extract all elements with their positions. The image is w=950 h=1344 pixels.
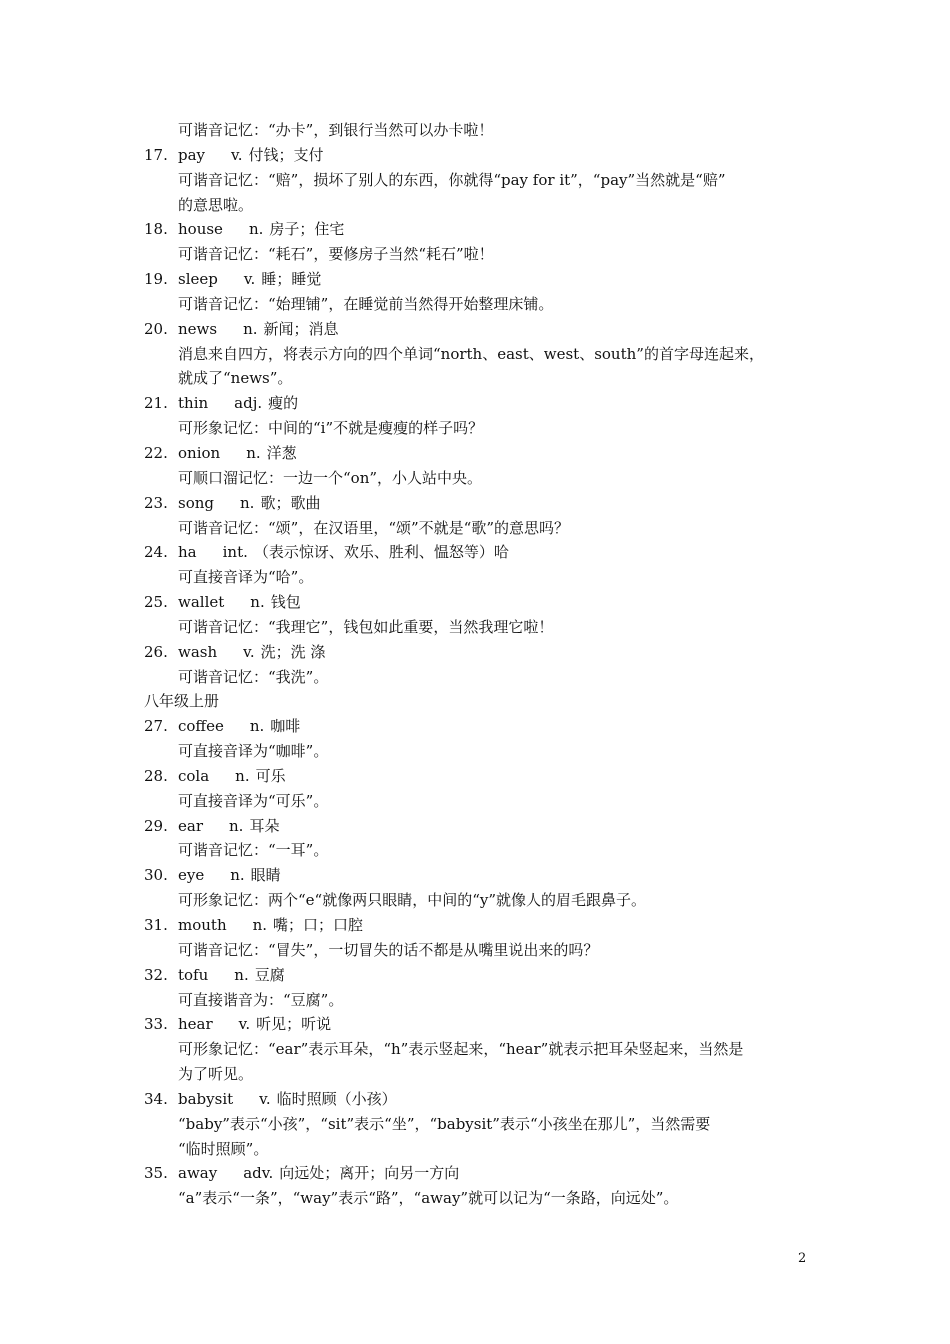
vocab-entry (144, 317, 814, 392)
entry-headline (144, 217, 814, 242)
entry-note-line: “临时照顾”。 (178, 1139, 269, 1158)
entry-part-of-speech: n. (249, 717, 265, 736)
vocab-entry (144, 913, 814, 963)
entry-part-of-speech: n. (248, 220, 264, 239)
entry-number: 20. (144, 319, 168, 338)
vocab-entry (144, 764, 814, 814)
entry-word: hear (178, 1015, 213, 1034)
vocab-entry (144, 1087, 814, 1162)
entry-part-of-speech: n. (234, 965, 249, 984)
entry-word: thin (178, 394, 209, 413)
page-number: 2 (798, 1251, 807, 1266)
vocab-entry (144, 1161, 814, 1211)
entry-number: 33. (144, 1015, 168, 1034)
entry-word: away (178, 1164, 218, 1183)
entry-headline (144, 764, 814, 789)
entry-headline (144, 814, 814, 839)
entry-note-line: 可谐音记忆：“始理铺”，在睡觉前当然得开始整理床铺。 (178, 294, 554, 313)
entry-note-line: “baby”表示“小孩”，“sit”表示“坐”，“babysit”表示“小孩坐在那儿”，当然需要 (178, 1114, 711, 1133)
entry-part-of-speech: v. (243, 270, 256, 289)
entry-number: 29. (144, 816, 168, 835)
entry-word: house (178, 220, 223, 239)
entry-meaning: 可乐 (255, 766, 286, 785)
document-body (144, 118, 814, 1211)
entry-part-of-speech: n. (229, 816, 244, 835)
vocab-entry (144, 540, 814, 590)
entry-headline (144, 1087, 814, 1112)
entry-part-of-speech: adv. (243, 1164, 274, 1183)
entry-note-line: 可形象记忆：中间的“i”不就是瘦瘦的样子吗？ (178, 419, 484, 438)
entry-note-line: 的意思啦。 (178, 195, 254, 214)
vocab-entry (144, 714, 814, 764)
vocab-entry (144, 391, 814, 441)
entry-word: tofu (178, 965, 209, 984)
entry-number: 24. (144, 543, 168, 562)
entry-headline (144, 714, 814, 739)
section-title: 八年级上册 (144, 692, 220, 711)
entry-number: 34. (144, 1089, 168, 1108)
entry-meaning: 咖啡 (270, 717, 301, 736)
entry-headline (144, 317, 814, 342)
entry-meaning: （表示惊讶、欢乐、胜利、愠怒等）哈 (253, 543, 509, 562)
entry-word: mouth (178, 916, 227, 934)
entry-list-a (144, 143, 814, 690)
entry-part-of-speech: v. (238, 1015, 251, 1034)
entry-meaning: 睡；睡觉 (261, 270, 322, 289)
entry-word: cola (178, 766, 210, 785)
entry-word: ha (178, 543, 197, 562)
entry-number: 27. (144, 717, 168, 736)
entry-note-line: 就成了“news”。 (178, 369, 293, 388)
entry-note-line: 可谐音记忆：“冒失”，一切冒失的话不都是从嘴里说出来的吗？ (178, 940, 599, 959)
entry-part-of-speech: v. (243, 642, 255, 661)
entry-word: eye (178, 866, 205, 885)
vocab-entry (144, 814, 814, 864)
vocab-entry (144, 217, 814, 267)
entry-note-line: 可直接音译为“哈”。 (178, 568, 314, 587)
entry-list-b (144, 714, 814, 1211)
intro-line: 可谐音记忆：“办卡”，到银行当然可以办卡啦！ (178, 121, 494, 139)
vocab-entry (144, 441, 814, 491)
entry-note-line: 可直接谐音为：“豆腐”。 (178, 990, 344, 1009)
entry-part-of-speech: n. (230, 866, 245, 885)
entry-part-of-speech: int. (222, 543, 248, 562)
entry-meaning: 嘴；口；口腔 (273, 916, 364, 934)
entry-note-line: 可谐音记忆：“我洗”。 (178, 667, 329, 686)
entry-number: 35. (144, 1164, 168, 1183)
entry-part-of-speech: n. (250, 593, 265, 612)
entry-note-line: 可直接音译为“可乐”。 (178, 791, 329, 810)
entry-meaning: 新闻；消息 (263, 319, 339, 338)
entry-part-of-speech: n. (243, 319, 258, 338)
entry-note-line: 可直接音译为“咖啡”。 (178, 742, 329, 761)
entry-headline (144, 267, 814, 292)
entry-meaning: 房子；住宅 (269, 220, 345, 239)
entry-meaning: 歌；歌曲 (260, 493, 321, 512)
vocab-entry (144, 267, 814, 317)
entry-note-line: 为了听见。 (178, 1065, 254, 1084)
entry-word: wallet (178, 593, 225, 612)
vocab-entry (144, 863, 814, 913)
entry-note-line: 消息来自四方，将表示方向的四个单词“north、east、west、south”的首字母连起来， (178, 344, 764, 363)
entry-part-of-speech: n. (235, 766, 250, 785)
entry-number: 28. (144, 766, 168, 785)
entry-headline (144, 913, 814, 938)
entry-headline (144, 491, 814, 516)
entry-headline (144, 640, 814, 665)
entry-word: song (178, 493, 214, 512)
entry-number: 26. (144, 642, 168, 661)
entry-part-of-speech: n. (246, 443, 261, 462)
vocab-entry (144, 640, 814, 690)
entry-part-of-speech: v. (259, 1089, 271, 1108)
entry-part-of-speech: n. (240, 493, 255, 512)
entry-word: wash (178, 642, 218, 661)
entry-word: babysit (178, 1089, 234, 1108)
entry-headline (144, 143, 814, 168)
entry-meaning: 听见；听说 (256, 1015, 332, 1034)
entry-meaning: 临时照顾（小孩） (276, 1089, 397, 1108)
entry-part-of-speech: adj. (234, 394, 263, 413)
entry-note-line: “a”表示“一条”，“way”表示“路”，“away”就可以记为“一条路，向远处”。 (178, 1189, 679, 1208)
entry-meaning: 眼睛 (250, 866, 281, 885)
entry-note-line: 可谐音记忆：“颂”，在汉语里，“颂”不就是“歌”的意思吗？ (178, 518, 570, 537)
entry-number: 25. (144, 593, 168, 612)
entry-number: 31. (144, 916, 168, 934)
entry-number: 32. (144, 965, 168, 984)
entry-headline (144, 863, 814, 888)
entry-number: 18. (144, 220, 168, 239)
entry-note-line: 可形象记忆：“ear”表示耳朵，“h”表示竖起来，“hear”就表示把耳朵竖起来，当然是 (178, 1040, 744, 1059)
vocab-entry (144, 1012, 814, 1087)
entry-note-line: 可形象记忆：两个“e“就像两只眼睛，中间的“y”就像人的眉毛跟鼻子。 (178, 891, 647, 910)
entry-number: 23. (144, 493, 168, 512)
entry-word: sleep (178, 270, 218, 289)
entry-headline (144, 391, 814, 416)
vocab-entry (144, 963, 814, 1013)
entry-meaning: 付钱；支付 (248, 145, 324, 164)
entry-note-line: 可谐音记忆：“耗石”，要修房子当然“耗石”啦！ (178, 245, 494, 264)
entry-number: 30. (144, 866, 168, 885)
entry-headline (144, 1012, 814, 1037)
entry-note-line: 可谐音记忆：“赔”，损坏了别人的东西，你就得“pay for it”，“pay”当然就是“赔” (178, 170, 726, 189)
entry-note-line: 可顺口溜记忆：一边一个“on”，小人站中央。 (178, 468, 483, 487)
entry-headline (144, 540, 814, 565)
entry-headline (144, 1161, 814, 1186)
entry-headline (144, 441, 814, 466)
entry-meaning: 洋葱 (266, 443, 297, 462)
entry-meaning: 耳朵 (249, 816, 280, 835)
entry-number: 21. (144, 394, 168, 413)
entry-word: news (178, 319, 218, 338)
entry-meaning: 豆腐 (254, 965, 285, 984)
entry-meaning: 洗；洗 涤 (260, 642, 326, 661)
entry-word: ear (178, 816, 203, 835)
entry-meaning: 瘦的 (268, 394, 299, 413)
entry-number: 17. (144, 145, 168, 164)
vocab-entry (144, 491, 814, 541)
vocab-entry (144, 143, 814, 218)
entry-word: pay (178, 145, 206, 164)
entry-headline (144, 590, 814, 615)
entry-note-line: 可谐音记忆：“一耳”。 (178, 841, 329, 860)
entry-word: coffee (178, 717, 224, 736)
entry-part-of-speech: n. (252, 916, 268, 934)
entry-meaning: 钱包 (270, 593, 301, 612)
entry-part-of-speech: v. (231, 145, 243, 164)
entry-number: 19. (144, 270, 168, 289)
entry-note-line: 可谐音记忆：“我理它”，钱包如此重要，当然我理它啦！ (178, 617, 554, 636)
entry-headline (144, 963, 814, 988)
entry-meaning: 向远处；离开；向另一方向 (279, 1164, 460, 1183)
entry-word: onion (178, 443, 221, 462)
vocab-entry (144, 590, 814, 640)
entry-number: 22. (144, 443, 168, 462)
